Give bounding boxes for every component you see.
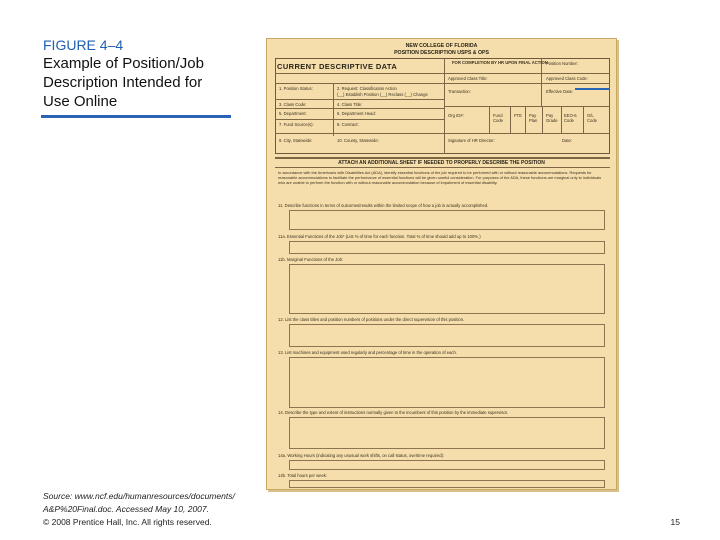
divider <box>275 133 610 134</box>
question-14a: 14a. Working Hours (indicating any unusual work shifts, on call status, overtime required): <box>278 453 445 458</box>
question-11b: 11b. Marginal Functions of the Job: <box>278 257 344 262</box>
divider <box>275 73 610 74</box>
org-id-label: Org ID#: <box>448 113 464 118</box>
contract-label: 8. Contract: <box>337 122 359 127</box>
answer-box <box>289 324 605 347</box>
signature-label: Signature of HR Director: <box>448 138 495 143</box>
divider <box>333 83 334 136</box>
answer-box <box>289 480 605 488</box>
effective-date-label: Effective Date: <box>546 89 574 94</box>
form-header <box>267 43 616 56</box>
question-14b: 14b. Total hours per week: <box>278 473 328 478</box>
question-11a: 11a. Essential Functions of the Job* (List % of time for each function. Total % of time should add up to 100%.) <box>278 234 481 239</box>
hr-only-label: FOR COMPLETION BY HR UPON FINAL ACTION <box>452 60 548 65</box>
title-underline <box>41 115 231 118</box>
divider <box>542 106 543 133</box>
source-citation <box>43 490 273 516</box>
request-options: (__) Establish Position (__) Reclass (__) Change <box>337 92 428 97</box>
position-number-label: Position Number: <box>546 61 579 66</box>
department-head-label: 6. Department Head: <box>337 111 376 116</box>
copyright: © 2008 Prentice Hall, Inc. All rights reserved. <box>43 517 212 527</box>
attach-sheet-note: ATTACH AN ADDITIONAL SHEET IF NEEDED TO PROPERLY DESCRIBE THE POSITION <box>338 160 545 166</box>
fund-code-label: Fund Code <box>493 113 504 123</box>
eeo-code-label: EEO-6 Code <box>564 113 577 123</box>
title-block <box>43 36 243 111</box>
divider <box>275 99 444 100</box>
figure-number: FIGURE 4–4 <box>43 37 124 53</box>
source-line-1: Source: www.ncf.edu/humanresources/documents/ <box>43 491 235 501</box>
county-label: 10. County, Statewide: <box>337 138 379 143</box>
divider <box>275 83 610 84</box>
fund-source-label: 7. Fund Source(s): <box>279 122 314 127</box>
question-12: 12. List the class titles and position numbers of positions under the direct supervision of this position. <box>278 317 465 322</box>
answer-box <box>289 357 605 408</box>
divider <box>275 119 444 120</box>
city-label: 9. City, Statewide: <box>279 138 313 143</box>
figure-title-line-2: Description Intended for <box>43 74 203 91</box>
source-line-2: A&P%20Final.doc. Accessed May 10, 2007. <box>43 504 209 514</box>
position-description-form <box>266 38 617 490</box>
divider <box>444 106 610 107</box>
figure-title-line-1: Example of Position/Job <box>43 55 204 72</box>
question-14: 14. Describe the type and extent of instructions normally given to the incumbent of this position by the immediate supervisor. <box>278 410 508 415</box>
page-number: 15 <box>670 517 680 527</box>
request-label: 2. Request: Classification Action <box>337 86 397 91</box>
figure-title-line-3: Use Online <box>43 93 118 110</box>
fte-label: FTE <box>514 113 522 118</box>
ol-code-label: O/L Code <box>587 113 598 123</box>
answer-box <box>289 460 605 470</box>
question-11: 11. Describe functions in terms of outcomes/results within the limited scope of how a job is actually accomplished. <box>278 203 489 208</box>
pay-plan-label: Pay Plan <box>529 113 538 123</box>
divider <box>561 106 562 133</box>
answer-box <box>289 264 605 314</box>
date-label: Date: <box>562 138 573 143</box>
divider <box>583 106 584 133</box>
divider <box>275 167 610 168</box>
divider <box>510 106 511 133</box>
question-13: 13. List machines and equipment used regularly and percentage of time in the operation of each. <box>278 350 458 355</box>
divider <box>489 106 490 133</box>
divider <box>275 157 610 159</box>
class-title-label: 4. Class Title: <box>337 102 363 107</box>
form-header-line-1: NEW COLLEGE OF FLORIDA <box>405 43 478 49</box>
current-data-label: CURRENT DESCRIPTIVE DATA <box>277 62 398 71</box>
position-status-label: 1. Position Status: <box>279 86 313 91</box>
transaction-label: Transaction: <box>448 89 471 94</box>
ada-paragraph: In accordance with the Americans with Disabilities Act (ADA), identify essential functions of the job required to be performed with or without reasonable accommodations. Requests for reasonable accommodations to facilitate the performance of essential functions will be given careful consideration. For purposes of the ADA, these functions are marginal only to individuals who are unable to perform the function with or without reasonable accommodation because of impairment of essential disability. <box>278 170 602 186</box>
approved-class-title-label: Approved Class Title: <box>448 76 488 81</box>
form-header-line-2: POSITION DESCRIPTION USPS & OPS <box>394 49 489 56</box>
answer-box <box>289 210 605 230</box>
divider <box>525 106 526 133</box>
department-label: 5. Department: <box>279 111 307 116</box>
answer-box <box>289 417 605 449</box>
divider <box>541 58 542 106</box>
divider <box>275 108 444 109</box>
answer-box <box>289 241 605 254</box>
callout-line <box>575 88 609 90</box>
approved-class-code-label: Approved Class Code: <box>546 76 588 81</box>
class-code-label: 3. Class Code: <box>279 102 307 107</box>
pay-grade-label: Pay Grade <box>546 113 558 123</box>
